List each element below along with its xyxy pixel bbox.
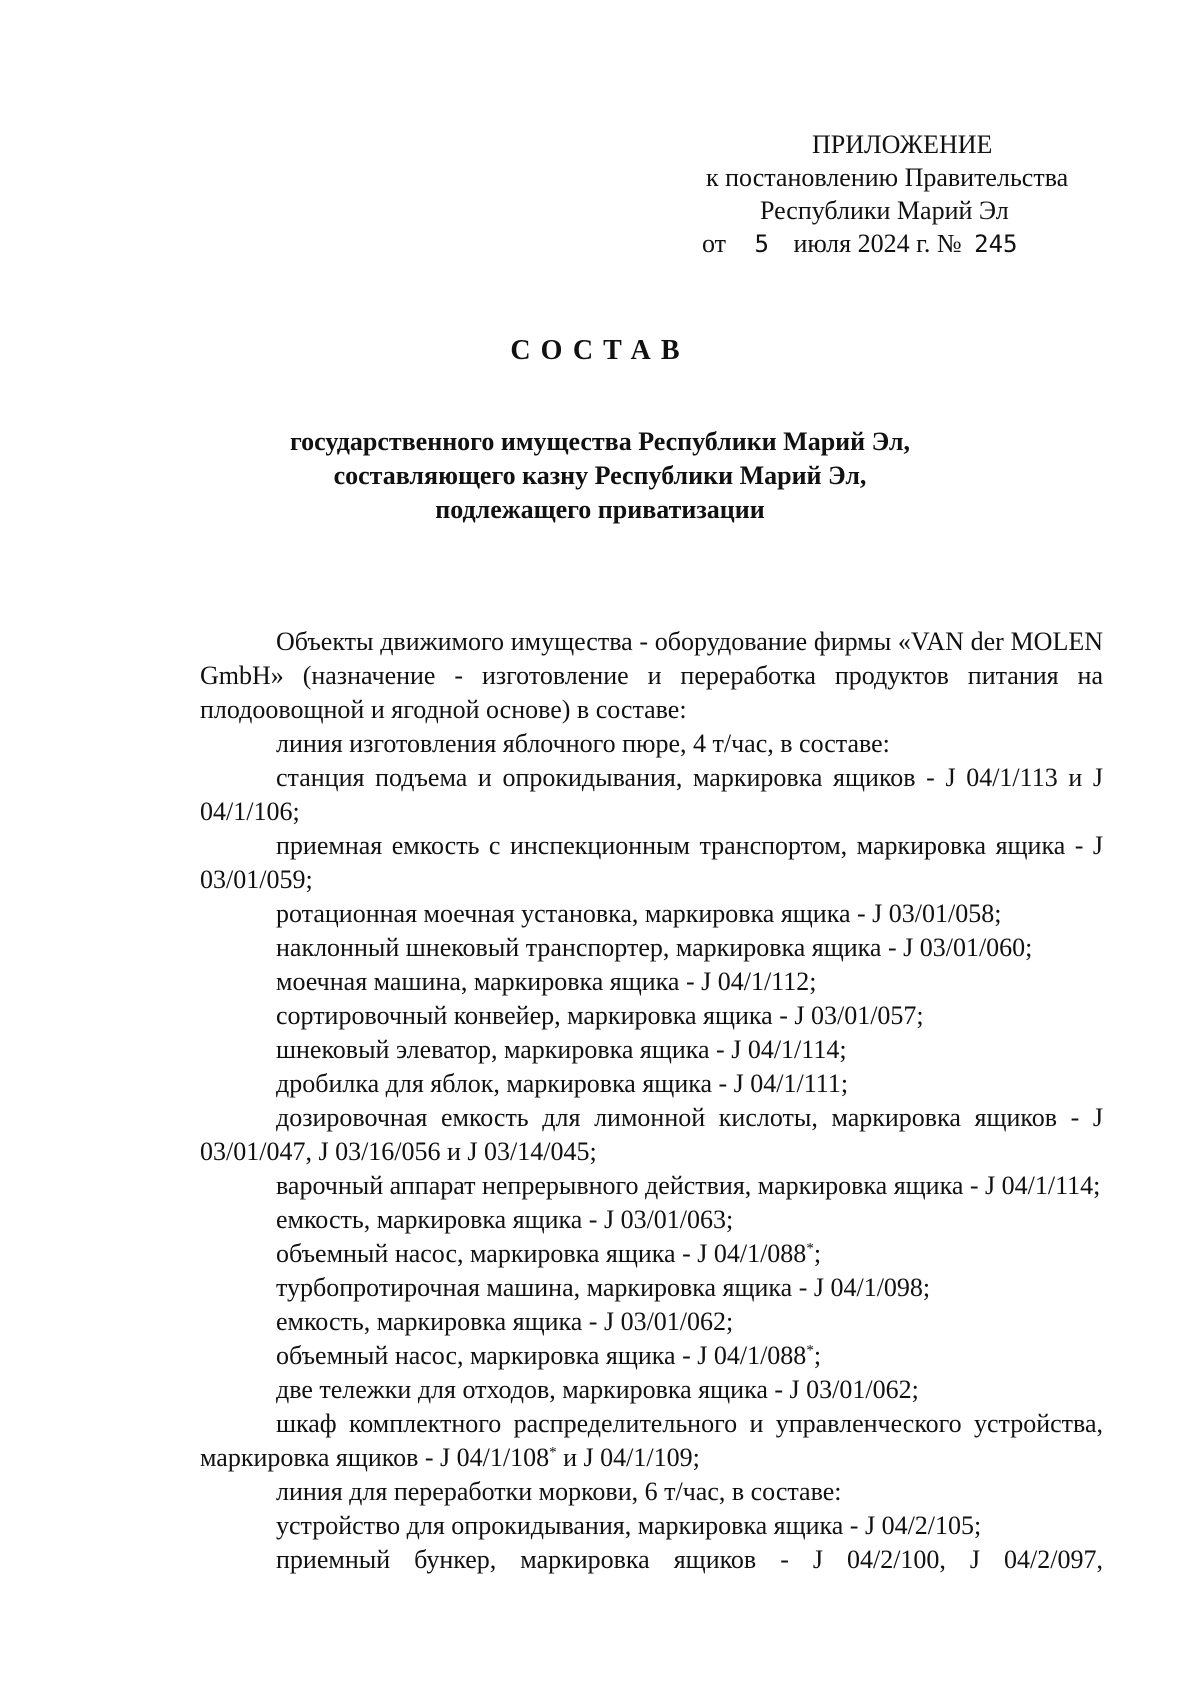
list-item: варочный аппарат непрерывного действия, маркировка ящика - J 04/1/114; xyxy=(276,1171,1101,1200)
list-item-text: объемный насос, маркировка ящика - J 04/1/088 xyxy=(276,1341,807,1370)
document-body xyxy=(200,625,1103,1577)
list-item: наклонный шнековый транспортер, маркировка ящика - J 03/01/060; xyxy=(276,933,1033,962)
list-item xyxy=(200,1339,1103,1373)
list-item: станция подъема и опрокидывания, маркировка ящиков - J 04/1/113 и J 04/1/106; xyxy=(200,763,1103,826)
list-item: Объекты движимого имущества - оборудование фирмы «VAN der MOLEN GmbH» (назначение - изготовление и переработка продуктов питания на плодоовощной и ягодной основе) в составе: xyxy=(200,627,1103,724)
list-item: дробилка для яблок, маркировка ящика - J 04/1/111; xyxy=(276,1069,849,1098)
date-day: 5 xyxy=(754,230,769,258)
list-item xyxy=(200,1407,1103,1475)
date-prefix: от xyxy=(702,229,727,258)
appendix-resolution-line: к постановлению Правительства xyxy=(706,163,1069,192)
list-item: шнековый элеватор, маркировка ящика - J 04/1/114; xyxy=(276,1035,847,1064)
list-item: ротационная моечная установка, маркировка ящика - J 03/01/058; xyxy=(276,899,1002,928)
list-item: линия для переработки моркови, 6 т/час, в составе: xyxy=(276,1477,842,1506)
list-item: емкость, маркировка ящика - J 03/01/062; xyxy=(276,1307,734,1336)
date-month-year: июля 2024 г. № xyxy=(793,229,962,258)
resolution-number: 245 xyxy=(974,230,1018,258)
list-item xyxy=(200,1237,1103,1271)
appendix-date-line xyxy=(640,227,1120,261)
list-item: сортировочный конвейер, маркировка ящика - J 03/01/057; xyxy=(276,1001,924,1030)
footnote-mark: * xyxy=(806,1240,814,1257)
document-subtitle xyxy=(0,425,1200,527)
list-item-text: шкаф комплектного распределительного и управленческого устройства, маркировка ящиков - J 04/1/108 xyxy=(200,1409,1103,1472)
list-item: дозировочная емкость для лимонной кислоты, маркировка ящиков - J 03/01/047, J 03/16/056 и J 03/14/045; xyxy=(200,1103,1103,1166)
list-item: моечная машина, маркировка ящика - J 04/1/112; xyxy=(276,967,817,996)
list-item-text: ; xyxy=(813,1341,822,1370)
list-item: емкость, маркировка ящика - J 03/01/063; xyxy=(276,1205,734,1234)
subtitle-line: подлежащего приватизации xyxy=(435,495,765,524)
list-item: линия изготовления яблочного пюре, 4 т/час, в составе: xyxy=(276,729,890,758)
footnote-mark: * xyxy=(549,1444,557,1461)
list-item: устройство для опрокидывания, маркировка ящика - J 04/2/105; xyxy=(276,1511,982,1540)
appendix-republic-line: Республики Марий Эл xyxy=(760,196,1009,225)
appendix-title: ПРИЛОЖЕНИЕ xyxy=(812,130,993,159)
subtitle-line: составляющего казну Республики Марий Эл, xyxy=(333,461,867,490)
list-item: приемная емкость с инспекционным транспортом, маркировка ящика - J 03/01/059; xyxy=(200,831,1103,894)
list-item: турбопротирочная машина, маркировка ящика - J 04/1/098; xyxy=(276,1273,931,1302)
document-title: СОСТАВ xyxy=(510,335,690,366)
footnote-mark: * xyxy=(806,1342,814,1359)
list-item-text: и J 04/1/109; xyxy=(556,1443,700,1472)
list-item-text: объемный насос, маркировка ящика - J 04/1/088 xyxy=(276,1239,807,1268)
list-item: две тележки для отходов, маркировка ящика - J 03/01/062; xyxy=(276,1375,919,1404)
subtitle-line: государственного имущества Республики Марий Эл, xyxy=(290,427,910,456)
list-item-text: ; xyxy=(813,1239,822,1268)
appendix-header xyxy=(640,128,1120,261)
list-item: приемный бункер, маркировка ящиков - J 04/2/100, J 04/2/097, xyxy=(276,1545,1103,1574)
